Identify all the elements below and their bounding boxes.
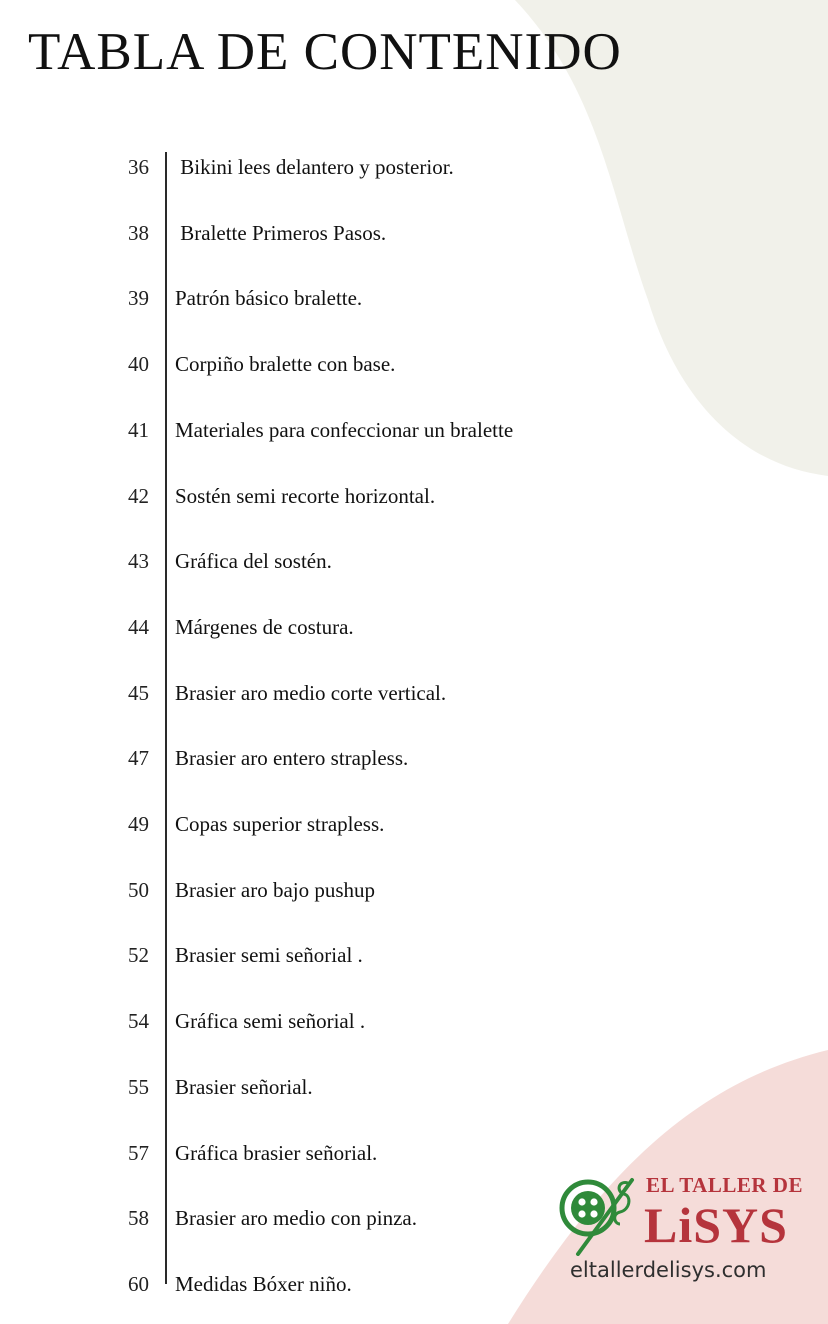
toc-entry-title: Gráfica semi señorial . [175, 1009, 366, 1034]
toc-page-number: 40 [128, 352, 149, 377]
toc-divider-line [165, 152, 167, 1284]
toc-page-number: 42 [128, 483, 149, 508]
toc-entry-title: Bikini lees delantero y posterior. [175, 155, 454, 179]
toc-page-number: 39 [128, 286, 149, 311]
page-title: TABLA DE CONTENIDO [28, 23, 622, 81]
toc-entry-title: Corpiño bralette con base. [175, 352, 396, 377]
toc-page-number: 55 [128, 1074, 149, 1099]
brand-name-line1: EL TALLER DE [646, 1173, 803, 1197]
toc-page-number: 38 [128, 220, 149, 245]
toc-page-number: 47 [128, 746, 149, 771]
toc-page-number: 43 [128, 549, 149, 574]
toc-page-number: 36 [128, 155, 149, 179]
toc-page-number: 54 [128, 1009, 149, 1034]
brand-website: eltallerdelisys.com [570, 1258, 767, 1282]
toc-entry-title: Copas superior strapless. [175, 812, 385, 836]
toc-entry-title: Brasier aro bajo pushup [175, 877, 376, 902]
toc-entry-title: Sostén semi recorte horizontal. [175, 483, 436, 508]
toc-entry-title: Márgenes de costura. [175, 614, 354, 639]
toc-entry-title: Brasier semi señorial . [175, 943, 363, 968]
toc-entry-title: Patrón básico bralette. [175, 286, 363, 311]
toc-page-number: 49 [128, 812, 149, 836]
toc-entry-title: Brasier aro medio con pinza. [175, 1206, 417, 1231]
toc-entry-title: Gráfica brasier señorial. [175, 1140, 378, 1165]
toc-page-number: 52 [128, 943, 149, 968]
toc-page-number: 50 [128, 877, 149, 902]
button-and-needle-icon [558, 1174, 640, 1256]
toc-entry-title: Gráfica del sostén. [175, 549, 332, 574]
toc-entry-title: Materiales para confeccionar un bralette [175, 417, 514, 442]
brand-logo [556, 1170, 806, 1290]
toc-entry-title: Brasier aro medio corte vertical. [175, 680, 447, 705]
brand-name-line2: LiSYS [644, 1197, 788, 1253]
toc-entry-title: Brasier aro entero strapless. [175, 746, 409, 771]
toc-entry-title: Medidas Bóxer niño. [175, 1271, 352, 1296]
toc-page-number: 41 [128, 417, 149, 442]
toc-page-number: 45 [128, 680, 149, 705]
toc-page-number: 57 [128, 1140, 149, 1165]
toc-page-number: 44 [128, 614, 149, 639]
toc-page-number: 58 [128, 1206, 149, 1231]
toc-entry-title: Brasier señorial. [175, 1074, 313, 1099]
toc-page-number: 60 [128, 1271, 149, 1296]
toc-entry-title: Bralette Primeros Pasos. [175, 220, 387, 245]
